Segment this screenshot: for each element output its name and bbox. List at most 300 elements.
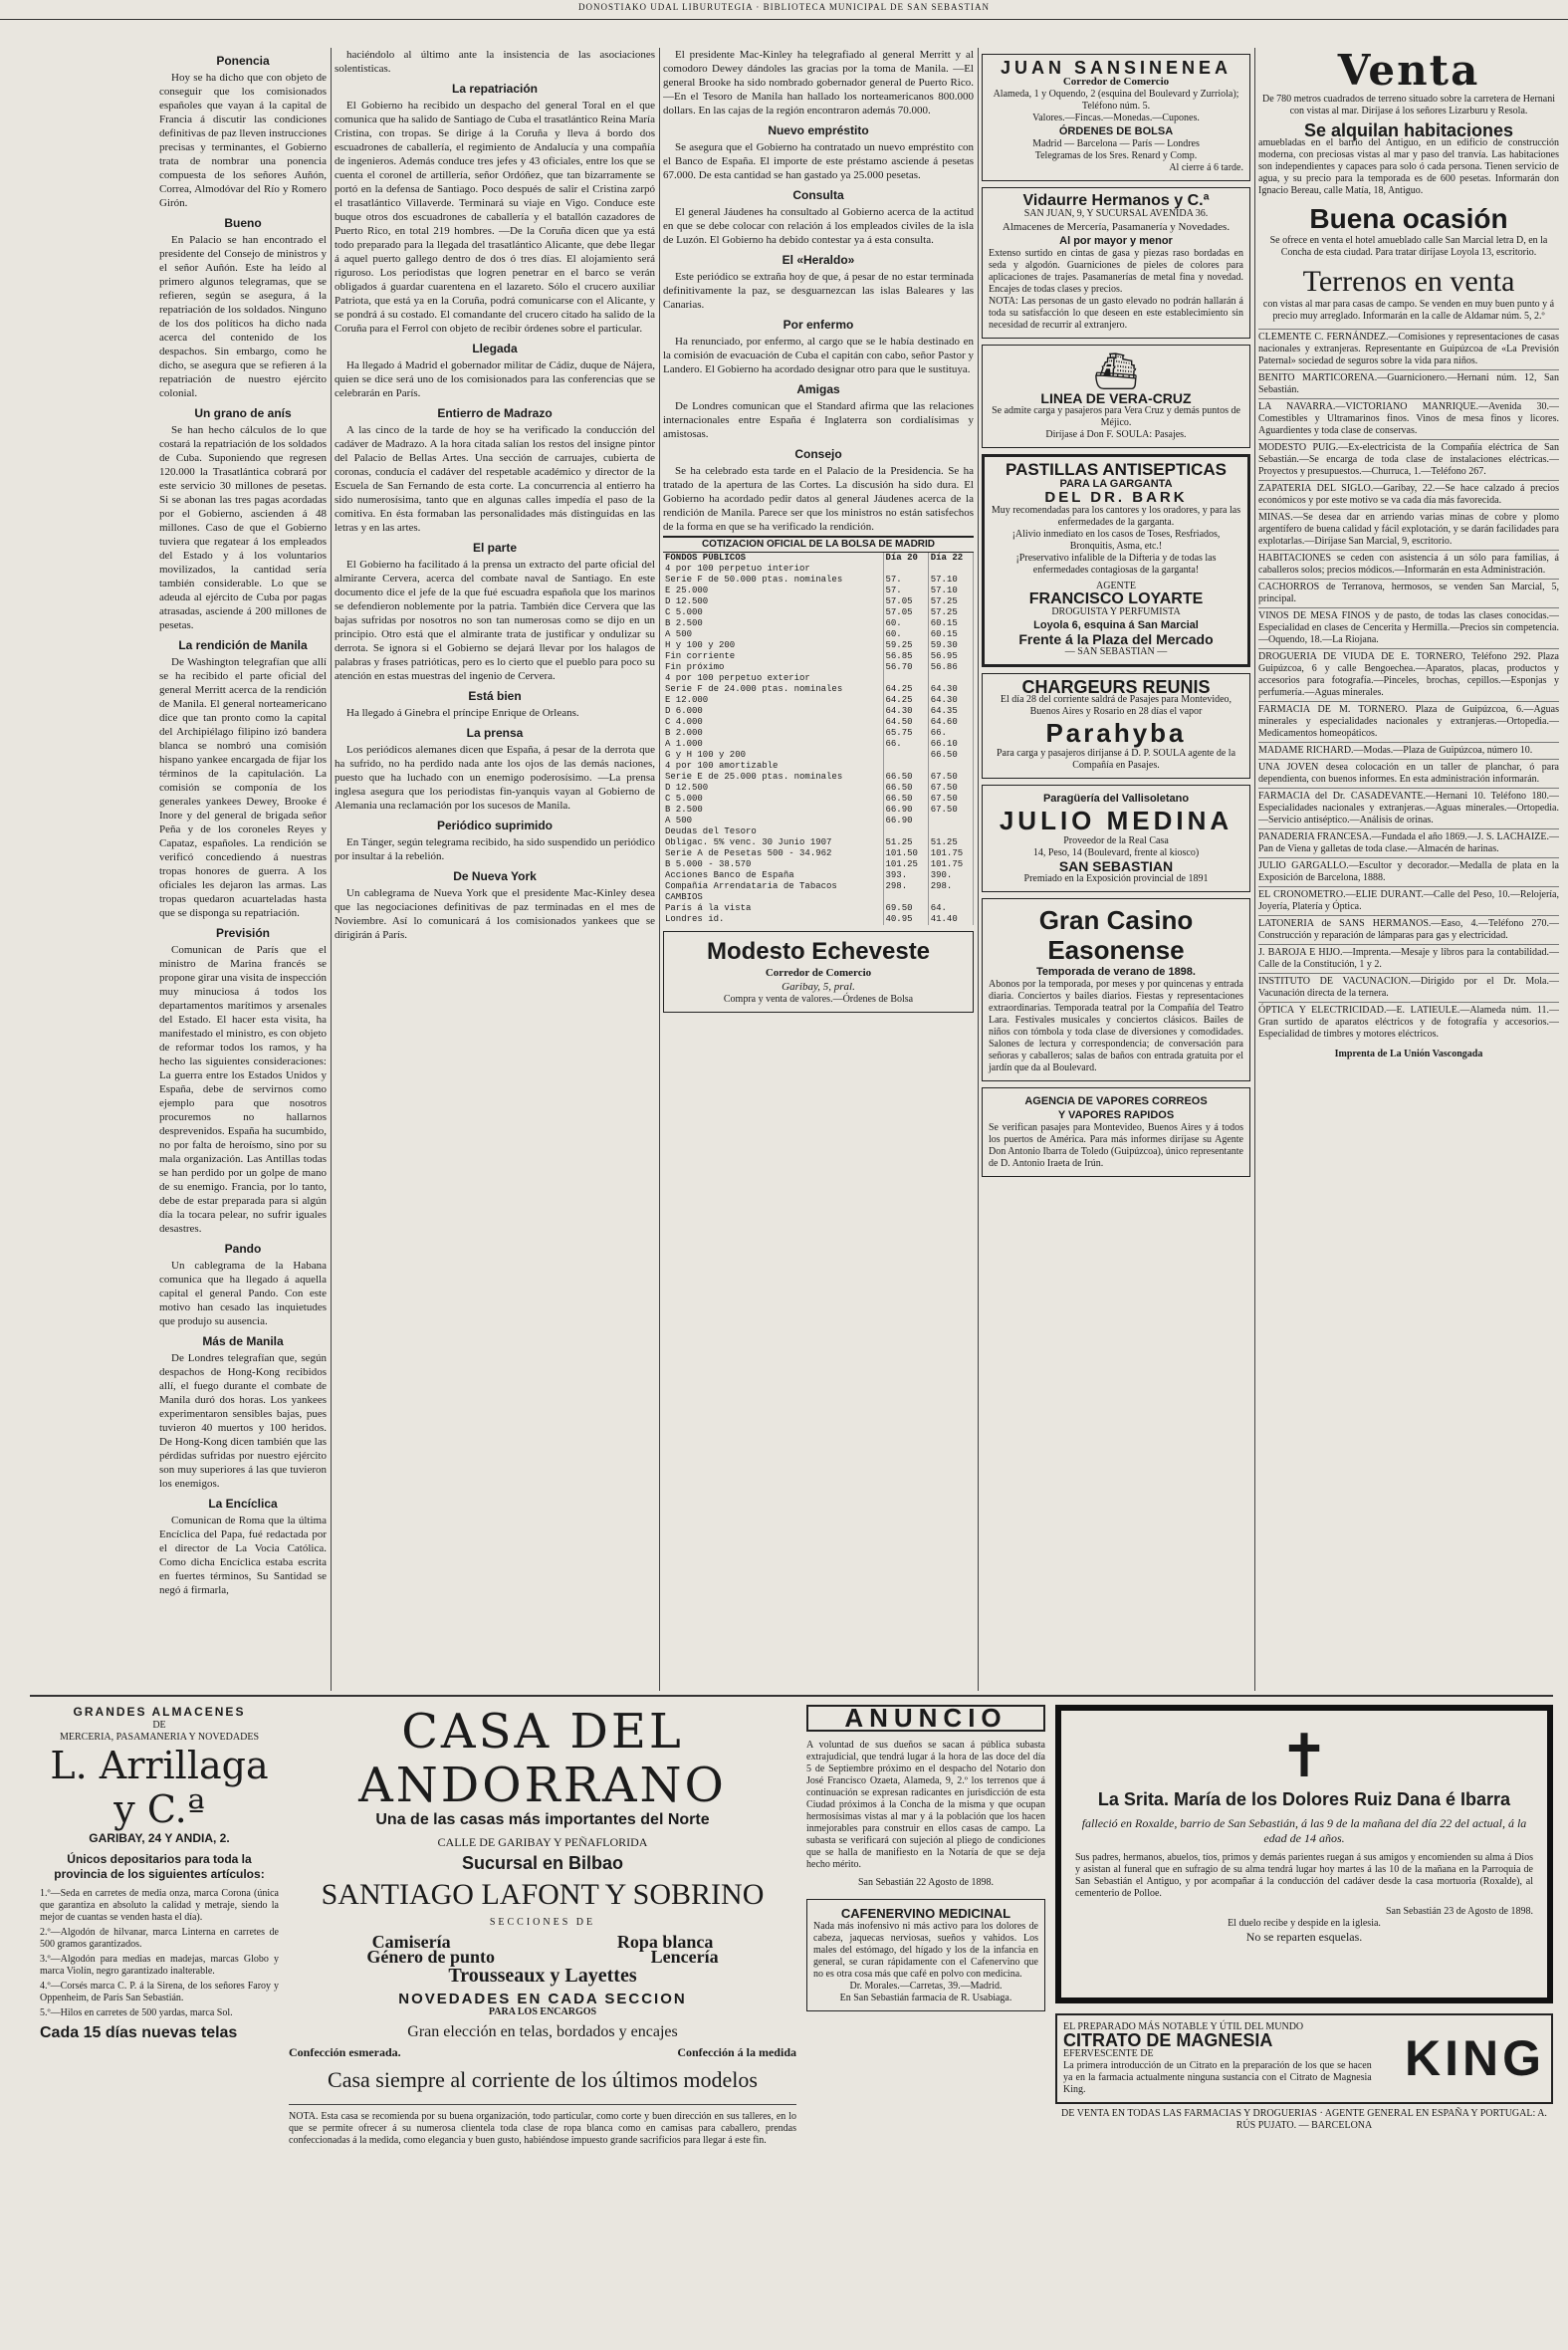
pastillas-t3: ¡Preservativo infalible de la Difteria y de todas las enfermedades contagiosas de la garganta! xyxy=(1015,553,1217,576)
list-item: HABITACIONES se ceden con asistencia á un sólo para familias, á caballeros solos; precios módicos.—Informarán en esta Administración. xyxy=(1258,550,1559,579)
article-heading: Llegada xyxy=(472,342,518,355)
list-item: MINAS.—Se desea dar en arriendo varias minas de cobre y plomo argentífero de buena calidad y fácil explotación, y se darán facilidades para explotarlas.—Diríjase San Marcial, 9, escritorio. xyxy=(1258,509,1559,550)
article-body: Se han hecho cálculos de lo que costará la repatriación de los soldados de Cuba. Suponiendo que regresen 120.000 la Trasatlántica cobrará por este servicio 30 millones de pesetas. Si se abonan las tres pagas acordadas por el Gobierno, ascienden á 48 millones. Caso de que el Gobierno tuviera que regatear á los empleados del Estado y á los voluntarios movilizados, la cantidad sería también considerable. Lo que se adeuda al ejército de Cuba por pagas atrasadas, asciende á 200 millones de pesetas. xyxy=(159,424,327,631)
arrillaga-de: DE xyxy=(152,1720,166,1731)
echeveste-ad xyxy=(663,931,974,1013)
chargeurs-title: CHARGEURS REUNIS xyxy=(1021,677,1211,697)
column-rule xyxy=(331,48,332,1691)
table-cell: 298. xyxy=(883,881,928,892)
table-cell: 60.15 xyxy=(928,618,973,629)
cafenervino-text: Nada más inofensivo ni más activo para los dolores de cabeza, jaquecas nerviosas, sueños y vahidos. Los males del estómago, del hígado y los de la infancia en general, se curan rápidamente con el Cafenervino que no es otra cosa más que café en polvo con medicina. xyxy=(813,1921,1038,1980)
table-cell: Compañía Arrendataria de Tabacos xyxy=(663,881,883,892)
table-cell: 64.25 xyxy=(883,684,928,695)
andorrano-sections-row-2 xyxy=(289,1947,796,1967)
article-heading: Más de Manila xyxy=(202,1334,284,1348)
sansinenea-ad xyxy=(982,54,1250,181)
table-cell: B 2.500 xyxy=(663,618,883,629)
casino-ad xyxy=(982,898,1250,1081)
sansinenea-cities: Madrid — Barcelona — París — Londres xyxy=(1032,138,1200,149)
ocasion-ad xyxy=(1258,203,1559,259)
list-item: ÓPTICA Y ELECTRICIDAD.—E. LATIEULE.—Alameda núm. 11.—Gran surtido de aparatos eléctricos y de fotografía y accesorios.—Especialidad de timbres y motores eléctricos. xyxy=(1258,1002,1559,1043)
confeccion-esmerada: Confección esmerada. xyxy=(289,2045,401,2059)
article-body: De Londres comunican que el Standard afirma que las relaciones internacionales entre España é Inglaterra son cordialísimas y amistosas. xyxy=(663,400,974,440)
casino-sub: Temporada de verano de 1898. xyxy=(1036,966,1196,978)
article-body: El general Jáudenes ha consultado al Gobierno acerca de la actitud en que se debe colocar con relación á los empleados civiles de la isla de Luzón. El Gobierno ha debido contestar ya á esta consulta. xyxy=(663,206,974,246)
echeveste-address: Garibay, 5, pral. xyxy=(782,981,855,993)
list-item: LATONERIA de SANS HERMANOS.—Easo, 4.—Teléfono 270.—Construcción y reparación de lámparas para gas y electricidad. xyxy=(1258,915,1559,944)
table-cell: 66.50 xyxy=(883,783,928,794)
anuncio-date: San Sebastián 22 Agosto de 1898. xyxy=(857,1877,995,1888)
article-body: Se asegura que el Gobierno ha contratado un nuevo empréstito con el Banco de España. El importe de este préstamo asciende á pesetas 67.000. De esta cantidad se han gastado ya 25.000 pesetas. xyxy=(663,141,974,181)
list-item: BENITO MARTICORENA.—Guarnicionero.—Hernani núm. 12, San Sebastián. xyxy=(1258,369,1559,398)
table-cell: Serie F de 24.000 ptas. nominales xyxy=(663,684,883,695)
table-cell: 390. xyxy=(928,870,973,881)
casino-text: Abonos por la temporada, por meses y por quincenas y entrada diaria. Conciertos y bailes diarios. Fiestas y representaciones extraordinarias. Temporada teatral por la Compañía del Teatro Lara. Festivales musicales y conciertos clásicos. Bailes de niños con tómbola y toda clase de diversiones y comodidades. Salones de lectura y correspondencia; de conversación para señoras y caballeros; salas de baños con entrada gratuita por el jardín que da al Boulevard. xyxy=(989,979,1243,1073)
article-heading: Por enfermo xyxy=(783,318,854,332)
table-row xyxy=(663,805,974,816)
table-cell: 56.95 xyxy=(928,651,973,662)
table-cell: 101.75 xyxy=(928,848,973,859)
obituary-name: La Srita. María de los Dolores Ruiz Dana é Ibarra xyxy=(1097,1789,1511,1809)
table-row xyxy=(663,892,974,903)
article-heading: Periódico suprimido xyxy=(436,819,553,832)
classifieds-column xyxy=(1258,48,1559,1691)
arrillaga-address: GARIBAY, 24 Y ANDIA, 2. xyxy=(89,1831,230,1845)
table-cell: D 12.500 xyxy=(663,596,883,607)
classified-list xyxy=(1258,329,1559,1043)
veracruz-text: Se admite carga y pasajeros para Vera Cruz y demás puntos de Méjico. xyxy=(992,405,1240,428)
table-cell: CAMBIOS xyxy=(663,892,883,903)
table-row xyxy=(663,673,974,684)
table-cell: 64.25 xyxy=(883,695,928,706)
table-cell: 64.35 xyxy=(928,706,973,717)
king-title: CITRATO DE MAGNESIA xyxy=(1063,2030,1273,2050)
table-cell: 64.60 xyxy=(928,717,973,728)
table-cell: 101.25 xyxy=(883,859,928,870)
table-row xyxy=(663,629,974,640)
paragueria-ad xyxy=(982,785,1250,892)
pastillas-sub: PARA LA GARGANTA xyxy=(1059,478,1173,490)
sansinenea-sub: Corredor de Comercio xyxy=(1062,76,1170,88)
table-cell: París á la vista xyxy=(663,903,883,914)
table-cell: 4 por 100 perpetuo interior xyxy=(663,564,883,575)
table-row xyxy=(663,772,974,783)
article-heading: Entierro de Madrazo xyxy=(437,406,553,420)
table-row xyxy=(663,903,974,914)
news-column-1 xyxy=(159,48,327,1691)
paragueria-title: Paragüería del Vallisoletano xyxy=(1042,793,1190,805)
table-cell: 66.90 xyxy=(883,805,928,816)
table-row xyxy=(663,914,974,925)
table-cell: Serie F de 50.000 ptas. nominales xyxy=(663,575,883,586)
article-body: Un cablegrama de Nueva York que el presidente Mac-Kinley desea que las negociaciones definitivas de paz terminadas en el mes de Noviembre. Así lo comunicará á los comisionados yankees que se dirigirán á París. xyxy=(335,887,655,941)
table-cell: 64. xyxy=(928,903,973,914)
paragueria-sub: Proveedor de la Real Casa xyxy=(1063,835,1169,846)
andorrano-sections-row-1 xyxy=(289,1932,796,1952)
table-cell: 57. xyxy=(883,586,928,596)
article-heading: De Nueva York xyxy=(453,869,537,883)
article-body: Comunican de París que el ministro de Marina francés se propone girar una visita de inspección muy minuciosa á todos los departamentos marítimos y arsenales del Estado. El hacer esta visita, ha manifestado el ministro, es con objeto de reformar todos los ramos, y ha hecho las siguientes consideraciones: La guerra entre los Estados Unidos y España, debe de servirnos como ejemplo para que nosotros procuremos no hallarnos desprevenidos. España ha sucumbido, no por falta de heroísmo, sino por su mala organización. Las Antillas todas se han perdido por un golpe de mano de su enemigo. Francia, por lo tanto, debe de estar preparada para si algún día la tocara pelear, no sufrir iguales desastres. xyxy=(159,944,327,1235)
table-cell: Fin próximo xyxy=(663,662,883,673)
table-row xyxy=(663,695,974,706)
article-heading: Nuevo empréstito xyxy=(768,123,869,137)
arrillaga-name: L. Arrillaga y C.ª xyxy=(50,1744,269,1831)
table-cell: 64.30 xyxy=(928,695,973,706)
table-row xyxy=(663,881,974,892)
list-item: MODESTO PUIG.—Ex-electricista de la Compañía eléctrica de San Sebastián.—Se encarga de toda clase de instalaciones eléctricas.—Proyectos y presupuestos.—Churruca, 1.—Teléfono 267. xyxy=(1258,439,1559,480)
article-body: A las cinco de la tarde de hoy se ha verificado la conducción del cadáver de Madrazo. A la hora citada salían los restos del insigne pintor del Palacio de Bellas Artes. Una sección de carruajes, cubierta de coronas, conducía el cadáver del respetable académico y director de la Escuela de San Fernando de esta corte. La concurrencia al entierro ha sido numerosísima, tanto que en algunas calles impedía el paso de la comitiva. En ésta formaban las personalidades más distinguidas en las letras y en las artes. xyxy=(335,424,655,534)
article-heading: El «Heraldo» xyxy=(782,253,855,267)
table-cell: 57.25 xyxy=(928,607,973,618)
obituary-box xyxy=(1055,1705,1553,2003)
andorrano-sub: Una de las casas más importantes del Norte xyxy=(375,1811,710,1828)
list-item: PANADERIA FRANCESA.—Fundada el año 1869.—J. S. LACHAIZE.—Pan de Viena y galletas de toda clase.—Almacén de harinas. xyxy=(1258,828,1559,857)
stock-table-title: COTIZACION OFICIAL DE LA BOLSA DE MADRID xyxy=(663,536,974,553)
andorrano-gran: Gran elección en telas, bordados y encajes xyxy=(407,2023,678,2040)
pastillas-title: PASTILLAS ANTISEPTICAS xyxy=(1006,460,1227,479)
table-cell: 57.05 xyxy=(883,596,928,607)
table-cell: 57.05 xyxy=(883,607,928,618)
section-ropa-blanca: Ropa blanca xyxy=(616,1932,714,1952)
sansinenea-line: Valores.—Fincas.—Monedas.—Cupones. xyxy=(1032,113,1200,123)
table-cell: 60. xyxy=(883,618,928,629)
section-lenceria: Lencería xyxy=(650,1947,719,1967)
pastillas-front: Frente á la Plaza del Mercado xyxy=(1018,631,1214,647)
chargeurs-ad xyxy=(982,673,1250,779)
table-row xyxy=(663,607,974,618)
article-heading: Consulta xyxy=(792,188,844,202)
terrenos-ad xyxy=(1258,265,1559,323)
pastillas-ad xyxy=(982,454,1250,667)
table-cell xyxy=(883,564,928,575)
obituary-died: falleció en Roxalde, barrio de San Sebastián, á las 9 de la mañana del día 22 del actual, á la edad de 14 años. xyxy=(1081,1816,1527,1845)
table-row xyxy=(663,564,974,575)
article-heading: La Encíclica xyxy=(208,1497,278,1511)
andorrano-novedades: NOVEDADES EN CADA SECCION xyxy=(398,1991,687,2007)
andorrano-confeccion xyxy=(289,2045,796,2060)
list-item: 1.º—Seda en carretes de media onza, marca Corona (única que garantiza en absoluto la calidad y metraje, siendo la mejor de cuantas se venden hasta el día). xyxy=(40,1888,279,1923)
article-body: De Londres telegrafían que, según despachos de Hong-Kong recibidos allí, el fuego durante el combate de Manila duró dos horas. Los yankees experimentaron sensibles bajas, pues tuvieron 40 muertos y 100 heridos. De Hong-Kong dicen también que las pérdidas sufridas por nuestro ejército son muy superiores á las que tuvieron los enemigos. xyxy=(159,1352,327,1490)
andorrano-title: CASA DEL ANDORRANO xyxy=(358,1705,727,1813)
table-row xyxy=(663,816,974,826)
article-heading: Bueno xyxy=(224,216,262,230)
table-cell: Serie A de Pesetas 500 - 34.962 xyxy=(663,848,883,859)
obituary-no: No se reparten esquelas. xyxy=(1245,1930,1363,1944)
table-cell: Acciones Banco de España xyxy=(663,870,883,881)
chargeurs-contact: Para carga y pasajeros diríjanse á D. P. SOULA agente de la Compañía en Pasajes. xyxy=(996,748,1236,771)
table-cell: 393. xyxy=(883,870,928,881)
table-cell: 298. xyxy=(928,881,973,892)
section-camiseria: Camisería xyxy=(371,1932,451,1952)
vidaurre-ad xyxy=(982,187,1250,339)
article-body: Comunican de Roma que la última Encíclica del Papa, fué redactada por el director de La Vocia Católica. Como dicha Encíclica estaba escrita en fuertes términos, Su Santidad se negó á firmarla, xyxy=(159,1515,327,1596)
table-cell: C 4.000 xyxy=(663,717,883,728)
article-body: haciéndolo al último ante la insistencia de las asociaciones solentisticas. xyxy=(335,49,655,75)
list-item: INSTITUTO DE VACUNACION.—Dirigido por el Dr. Mola.—Vacunación directa de la ternera. xyxy=(1258,973,1559,1002)
table-cell: C 5.000 xyxy=(663,794,883,805)
printer-footer: Imprenta de La Unión Vascongada xyxy=(1334,1049,1483,1059)
table-cell: 66.50 xyxy=(883,794,928,805)
vidaurre-address: SAN JUAN, 9, Y SUCURSAL AVENIDA 36. xyxy=(1023,208,1209,219)
table-cell: G y H 100 y 200 xyxy=(663,750,883,761)
section-genero: Género de punto xyxy=(366,1947,496,1967)
table-cell: B 5.000 - 38.570 xyxy=(663,859,883,870)
vidaurre-name: Vidaurre Hermanos y C.ª xyxy=(1022,192,1210,209)
king-foot: DE VENTA EN TODAS LAS FARMACIAS Y DROGUERIAS · AGENTE GENERAL EN ESPAÑA Y PORTUGAL: A. RÚS PUJATO. — BARCELONA xyxy=(1061,2108,1547,2131)
table-row xyxy=(663,826,974,837)
table-cell: 60.15 xyxy=(928,629,973,640)
alquilan-text: amuebladas en el barrio del Antiguo, en un edificio de construcción moderna, con preciosas vistas al mar y paso del tranvía. Las habitaciones son independientes y capaces para solo ó cada persona. Tienen servicio de agua, y su precio para la temporada es de 600 pesetas. Informarán don Ignacio Bereau, calle Matía, 18, Antiguo. xyxy=(1258,137,1559,196)
sansinenea-name: JUAN SANSINENEA xyxy=(1000,58,1232,78)
table-cell: 66.50 xyxy=(883,772,928,783)
venta-ad xyxy=(1258,48,1559,118)
table-cell: B 2.500 xyxy=(663,805,883,816)
paragueria-city: SAN SEBASTIAN xyxy=(1058,858,1174,874)
news-column-3-text xyxy=(663,48,974,534)
table-row xyxy=(663,837,974,848)
stock-table-body xyxy=(663,564,974,925)
table-row xyxy=(663,618,974,629)
article-body: Ha llegado á Madrid el gobernador militar de Cádiz, duque de Nájera, quien se dice será uno de los comisionados para las conferencias que se celebrarán en París. xyxy=(335,359,655,399)
vidaurre-t1: Almacenes de Mercería, Pasamanería y Novedades. xyxy=(1002,221,1231,233)
table-cell: H y 100 y 200 xyxy=(663,640,883,651)
andorrano-address: CALLE DE GARIBAY Y PEÑAFLORIDA xyxy=(437,1835,648,1849)
table-cell: Deudas del Tesoro xyxy=(663,826,883,837)
obituary-duelo: El duelo recibe y despide en la iglesia. xyxy=(1228,1918,1381,1929)
table-cell: 41.40 xyxy=(928,914,973,925)
table-cell: A 500 xyxy=(663,629,883,640)
vidaurre-t3: Extenso surtido en cintas de gasa y piezas raso bordadas en seda y algodón. Guarniciones de pieles de colores para aplicaciones de trajes. Pasamanerías de metal fina y novedad. Encajes de todas clases y precios. xyxy=(989,248,1243,295)
obituary-and-king xyxy=(1055,1705,1553,2342)
table-cell xyxy=(928,564,973,575)
arrillaga-tail: Cada 15 días nuevas telas xyxy=(40,2024,238,2041)
table-cell: 64.30 xyxy=(883,706,928,717)
table-cell xyxy=(928,761,973,772)
sansinenea-address: Alameda, 1 y Oquendo, 2 (esquina del Boulevard y Zurriola); Teléfono núm. 5. xyxy=(993,89,1239,112)
chargeurs-text: El día 28 del corriente saldrá de Pasajes para Montevideo, Buenos Aires y Rosario en 28 días el vapor xyxy=(1000,694,1232,717)
anuncio-title: ANUNCIO xyxy=(806,1705,1045,1732)
list-item: EL CRONOMETRO.—ELIE DURANT.—Calle del Peso, 10.—Relojería, Joyería, Platería y Óptica. xyxy=(1258,886,1559,915)
andorrano-sections: SECCIONES DE xyxy=(489,1917,596,1928)
table-cell: 101.50 xyxy=(883,848,928,859)
article-heading: Consejo xyxy=(794,447,842,461)
table-row xyxy=(663,640,974,651)
table-cell: Serie E de 25.000 ptas. nominales xyxy=(663,772,883,783)
veracruz-contact: Diríjase á Don F. SOULA: Pasajes. xyxy=(1045,429,1187,440)
table-row xyxy=(663,794,974,805)
cafenervino-dr: Dr. Morales.—Carretas, 39.—Madrid. xyxy=(849,1981,1003,1992)
section-rule xyxy=(30,1695,1553,1697)
stock-table-header xyxy=(663,553,974,564)
news-column-3 xyxy=(663,48,974,1691)
cafenervino-ss: En San Sebastián farmacia de R. Usabiaga. xyxy=(839,1993,1012,2003)
table-cell: 101.75 xyxy=(928,859,973,870)
article-body: Hoy se ha dicho que con objeto de conseguir que los comisionados españoles que vayan á la capital de Francia á discutir las condiciones definitivas de paz lleven instrucciones precisas y terminantes, el Gobierno trata de nombrar una ponencia compuesta de los señores Auñón, Correa, Almodóvar del Río y Romero Girón. xyxy=(159,72,327,209)
table-cell: Fin corriente xyxy=(663,651,883,662)
table-cell: 65.75 xyxy=(883,728,928,739)
anuncio-ad xyxy=(806,1705,1045,2342)
article-body: Ha renunciado, por enfermo, al cargo que se le había destinado en la comisión de evacuación de Cuba el capitán con cabo, señor Pastor y Landero. El Gobierno ha acordado designar otro para que le sustituya. xyxy=(663,336,974,375)
article-body: El Gobierno ha recibido un despacho del general Toral en el que comunica que ha salido de Santiago de Cuba el trasatlántico Reina María Cristina, con tropas. Se dirige á la Coruña y lleva á bordo dos escuadrones de caballería, el regimiento de Andalucía y una compañía de ingenieros. Además conduce tres jefes y 43 oficiales, entre los que se cuenta el coronel de artillería, señor Ordóñez, que tan bizarramente se portó en la defensa de Santiago. Poco después de salir el Cristina zarpó el trasatlántico Villaverde. Terminará su viaje en Vigo. Conduce este buque otros dos escuadrones de caballería y el batallón cazadores de Puerto Rico, en total 219 hombres. —De la Coruña dicen que ya está todo preparado para la llegada del trasatlántico Alicante, que debe llegar á aquel puerto gallego dentro de dos ó tres días. El alojamiento será riguroso. Los periodistas que logren penetrar en el barco se verán obligados á guardar cuarentena en el lazareto. Sólo el crucero auxiliar Patriota, que está ya en la Coruña, podrá comunicarse con el Alicante, y se pondrá á su costado. El comandante del crucero citado ha salido de la Coruña para el Ferrol con objeto de recibir órdenes sobre el particular. xyxy=(335,100,655,335)
masthead: DONOSTIAKO UDAL LIBURUTEGIA · BIBLIOTECA MUNICIPAL DE SAN SEBASTIAN xyxy=(0,0,1568,20)
table-cell: Londres id. xyxy=(663,914,883,925)
king-ad xyxy=(1055,2013,1553,2104)
ocasion-title: Buena ocasión xyxy=(1309,203,1508,234)
table-row xyxy=(663,750,974,761)
table-cell: A 1.000 xyxy=(663,739,883,750)
table-cell: 67.50 xyxy=(928,805,973,816)
table-row xyxy=(663,684,974,695)
andorrano-nota: NOTA. Esta casa se recomienda por su buena organización, todo particular, como corte y buen dirección en sus talleres, en lo que se permite ofrecer á su numerosa clientela toda clase de ropa blanca como en camisas para caballero, prendas confeccionadas á la medida, como elegancia y buen gusto, habiéndose impuesto grande sacrificios para llegar á este fin. xyxy=(289,2104,796,2147)
pastillas-t: Muy recomendadas para los cantores y los oradores, y para las enfermedades de la garganta. xyxy=(991,505,1241,528)
king-left xyxy=(1063,2021,1372,2096)
stock-col-header: FONDOS PÚBLICOS xyxy=(663,553,883,564)
table-cell: D 12.500 xyxy=(663,783,883,794)
table-cell: C 5.000 xyxy=(663,607,883,618)
table-cell: 40.95 xyxy=(883,914,928,925)
list-item: ZAPATERIA DEL SIGLO.—Garibay, 22.—Se hace calzado á precios económicos y por este motivo se va cada día más favorecida. xyxy=(1258,480,1559,509)
table-cell xyxy=(883,761,928,772)
stock-exchange-table xyxy=(663,536,974,925)
list-item: VINOS DE MESA FINOS y de pasto, de todas las clases conocidas.—Especialidad en clases de Cencerita y Hermilla.—Precios sin competencia.—Oquendo, 18.—La Riojana. xyxy=(1258,607,1559,648)
echeveste-text: Compra y venta de valores.—Órdenes de Bolsa xyxy=(723,994,914,1005)
list-item: UNA JOVEN desea colocación en un taller de planchar, ó para dependienta, con buenos informes. En esta administración informarán. xyxy=(1258,759,1559,788)
table-cell: 69.50 xyxy=(883,903,928,914)
vapores-sub: Y VAPORES RAPIDOS xyxy=(1057,1109,1175,1121)
table-cell: 51.25 xyxy=(928,837,973,848)
article-heading: Un grano de anís xyxy=(194,406,292,420)
paragueria-address: 14, Peso, 14 (Boulevard, frente al kiosco) xyxy=(1032,847,1200,858)
arrillaga-items xyxy=(40,1888,279,2019)
article-heading: Amigas xyxy=(796,382,840,396)
king-name: KING xyxy=(1405,2030,1545,2086)
stock-col-header: Día 22 xyxy=(928,553,973,564)
list-item: FARMACIA DE M. TORNERO. Plaza de Guipúzcoa, 6.—Aguas minerales y especialidades nacionales y extranjeras.—Ortopedia.—Medicamentos homeopáticos. xyxy=(1258,701,1559,742)
table-cell: 57.25 xyxy=(928,596,973,607)
table-cell: B 2.000 xyxy=(663,728,883,739)
column-rule xyxy=(978,48,979,1691)
article-body: En Palacio se han encontrado el presidente del Consejo de ministros y el señor Auñón. Este ha leído al primero algunos telegramas, que se refieren, según se asegura, á la repatriación de los soldados. Ninguno de los dos políticos ha dicho nada acerca del contenido de los despachos. Sin embargo, como he dicho, se asegura que se refieren á la repatriación de nuestro ejército colonial. xyxy=(159,234,327,399)
list-item: DROGUERIA DE VIUDA DE E. TORNERO, Teléfono 292. Plaza Guipúzcoa, 6 y calle Bengoechea.—Aparatos, placas, productos y accesorios para fotografía.—Pinceles, brochas, cepillos.—Esponjas y perfumería.—Aguas minerales. xyxy=(1258,648,1559,701)
table-row xyxy=(663,739,974,750)
column-rule xyxy=(1254,48,1255,1691)
king-sub: EFERVESCENTE DE xyxy=(1063,2048,1154,2059)
pastillas-dr: DEL DR. BARK xyxy=(1044,489,1188,506)
list-item: MADAME RICHARD.—Modas.—Plaza de Guipúzcoa, número 10. xyxy=(1258,742,1559,759)
arrillaga-goods: MERCERIA, PASAMANERIA Y NOVEDADES xyxy=(59,1732,260,1743)
article-heading: Pando xyxy=(224,1242,262,1256)
chargeurs-ship: Parahyba xyxy=(1045,718,1187,748)
article-body: En Tánger, según telegrama recibido, ha sido suspendido un periódico por insultar á la rebelión. xyxy=(335,836,655,862)
list-item: 5.º—Hilos en carretes de 500 yardas, marca Sol. xyxy=(40,2007,233,2018)
table-row xyxy=(663,717,974,728)
article-heading: La prensa xyxy=(466,726,524,740)
list-item: FARMACIA del Dr. CASADEVANTE.—Hernani 10. Teléfono 180.—Especialidades nacionales y extranjeras.—Aguas minerales.—Ortopedia.—Servicio antiséptico.—Análisis de orinas. xyxy=(1258,788,1559,828)
andorrano-owner: SANTIAGO LAFONT Y SOBRINO xyxy=(321,1878,765,1911)
vapores-title: AGENCIA DE VAPORES CORREOS xyxy=(1024,1095,1208,1107)
arrillaga-top: GRANDES ALMACENES xyxy=(73,1705,246,1719)
table-cell xyxy=(883,826,928,837)
table-cell: 57. xyxy=(883,575,928,586)
andorrano-branch: Sucursal en Bilbao xyxy=(461,1853,624,1873)
table-cell xyxy=(883,892,928,903)
table-cell: 66. xyxy=(883,739,928,750)
table-cell: 64.30 xyxy=(928,684,973,695)
arrillaga-ad xyxy=(40,1705,279,2342)
table-cell: 51.25 xyxy=(883,837,928,848)
andorrano-encargos: PARA LOS ENCARGOS xyxy=(488,2006,597,2017)
list-item: 3.º—Algodón para medias en madejas, marcas Globo y marca Violín, negro garantizado inalterable. xyxy=(40,1954,279,1977)
table-row xyxy=(663,651,974,662)
table-cell: 60. xyxy=(883,629,928,640)
table-cell: 66.10 xyxy=(928,739,973,750)
article-heading: Ponencia xyxy=(216,54,270,68)
table-cell: Obligac. 5% venc. 30 Junio 1907 xyxy=(663,837,883,848)
table-cell: E 12.000 xyxy=(663,695,883,706)
table-cell: 4 por 100 amortizable xyxy=(663,761,883,772)
table-cell: 56.85 xyxy=(883,651,928,662)
paragueria-name: JULIO MEDINA xyxy=(999,806,1233,835)
ship-icon: ⛴ xyxy=(1093,352,1139,391)
list-item: J. BAROJA E HIJO.—Imprenta.—Mesaje y libros para la contabilidad.—Calle de la Constitución, 1 y 2. xyxy=(1258,944,1559,973)
stock-col-header: Día 20 xyxy=(883,553,928,564)
table-cell: 59.25 xyxy=(883,640,928,651)
article-body: De Washington telegrafían que allí se ha recibido el parte oficial del general Merritt acerca de la rendición de Manila. El general norteamericano dice que tan pronto como la capital del Archipiélago filipino izó bandera blanca se nombró una comisión hispano yankee encargada de fijar los términos de la capitulación. La comisión se componía de los generales yankees Dewey, Brooke é Inore y del general de brigada señor Peña y de los coroneles Reyes y Capataz, españoles. La rendición se verificó concediendo á nuestras tropas honores de guerra. A los oficiales les dejaron las armas. Las tropas quedaron acuarteladas hasta que se disponga su repatriación. xyxy=(159,656,327,919)
article-heading: La repatriación xyxy=(451,82,539,96)
cafenervino-title: CAFENERVINO MEDICINAL xyxy=(840,1906,1011,1921)
vapores-text: Se verifican pasajes para Montevideo, Buenos Aires y á todos los puertos de América. Para más informes diríjase su Agente Don Antonio Ibarra de Toledo (Guipúzcoa), único representante de D. Antonio Iraeta de Irún. xyxy=(989,1122,1243,1169)
article-heading: Está bien xyxy=(468,689,522,703)
terrenos-text: con vistas al mar para casas de campo. Se venden en muy buen punto y á precio muy arreglado. Informarán en la calle de Aldamar núm. 5, 2.º xyxy=(1262,299,1555,322)
ads-column xyxy=(982,48,1250,1691)
table-row xyxy=(663,783,974,794)
column-rule xyxy=(659,48,660,1691)
table-row xyxy=(663,662,974,673)
list-item: LA NAVARRA.—VICTORIANO MANRIQUE.—Avenida 30.—Comestibles y Ultramarinos finos. Vinos de mesa finos y licores. Aguardientes y toda clase de conservas. xyxy=(1258,398,1559,439)
table-cell: 64.50 xyxy=(883,717,928,728)
table-cell xyxy=(883,750,928,761)
venta-text: De 780 metros cuadrados de terreno situado sobre la carretera de Hernani con vistas al mar. Diríjase á los señores Lizarburu y Resola. xyxy=(1261,94,1556,117)
list-item: CACHORROS de Terranova, hermosos, se venden San Marcial, 5, principal. xyxy=(1258,579,1559,607)
andorrano-siempre: Casa siempre al corriente de los últimos modelos xyxy=(328,2067,758,2092)
table-row xyxy=(663,575,974,586)
table-row xyxy=(663,596,974,607)
ocasion-text: Se ofrece en venta el hotel amueblado calle San Marcial letra D, en la Concha de esta ciudad. Para tratar diríjase Loyola 13, escritorio. xyxy=(1269,235,1548,258)
confeccion-medida: Confección á la medida xyxy=(677,2045,796,2059)
list-item: CLEMENTE C. FERNÁNDEZ.—Comisiones y representaciones de casas nacionales y extranjeras. Representante en Guipúzcoa de «La Previsión Paternal» sociedad de seguros sobre la vida para niños. xyxy=(1258,329,1559,369)
table-cell: 59.30 xyxy=(928,640,973,651)
vidaurre-t4: NOTA: Las personas de un gasto elevado no podrán hallarán á toda su satisfacción lo que deseen en este establecimiento sin necesidad de recurrir al extranjero. xyxy=(989,296,1243,331)
table-row xyxy=(663,706,974,717)
table-cell: 57.10 xyxy=(928,575,973,586)
table-cell: 57.10 xyxy=(928,586,973,596)
alquilan-title: Se alquilan habitaciones xyxy=(1303,120,1514,140)
article-body: Ha llegado á Ginebra el príncipe Enrique de Orleans. xyxy=(346,707,579,719)
cafenervino-ad xyxy=(806,1899,1045,2011)
king-top: EL PREPARADO MÁS NOTABLE Y ÚTIL DEL MUNDO xyxy=(1063,2021,1304,2032)
paragueria-prem: Premiado en la Exposición provincial de 1891 xyxy=(1023,873,1209,884)
cross-icon: ✝ xyxy=(1278,1724,1330,1789)
table-cell: 4 por 100 perpetuo exterior xyxy=(663,673,883,684)
article-body: Se ha celebrado esta tarde en el Palacio de la Presidencia. Se ha tratado de la apertura de las Cortes. La discusión ha sido dura. El Gobierno ha acordado pedir datos al general Jáudenes acerca de la rendición de Manila. Parece ser que los ministros no están satisfechos de la forma en que se ha verificado la rendición. xyxy=(663,465,974,533)
arrillaga-lead: Únicos depositarios para toda la provincia de los siguientes artículos: xyxy=(54,1852,265,1881)
article-body: El Gobierno ha facilitado á la prensa un extracto del parte oficial del almirante Cervera, acerca del combate naval de Santiago. En este documento dice el jefe de la que fué escuadra española que los marinos se defendieron noblemente por la patria. También dice Cervera que las bajas sufridas por nosotros no son tan numerosas como se dijo en un principio. Otro está que el almirante trata de justificar y ondulizar su derrota. Se ignora si el Gobierno se dejará llevar por los halagos de palabras y frases patrióticas, pero es lo cierto que el pueblo para poco su atención en estas muestras del ingenio de Cervera. xyxy=(335,559,655,682)
table-cell xyxy=(883,673,928,684)
table-cell: 66.50 xyxy=(928,750,973,761)
table-row xyxy=(663,870,974,881)
andorrano-ad xyxy=(289,1705,796,2342)
list-item: JULIO GARGALLO.—Escultor y decorador.—Medalla de plata en la Exposición de Barcelona, 1888. xyxy=(1258,857,1559,886)
